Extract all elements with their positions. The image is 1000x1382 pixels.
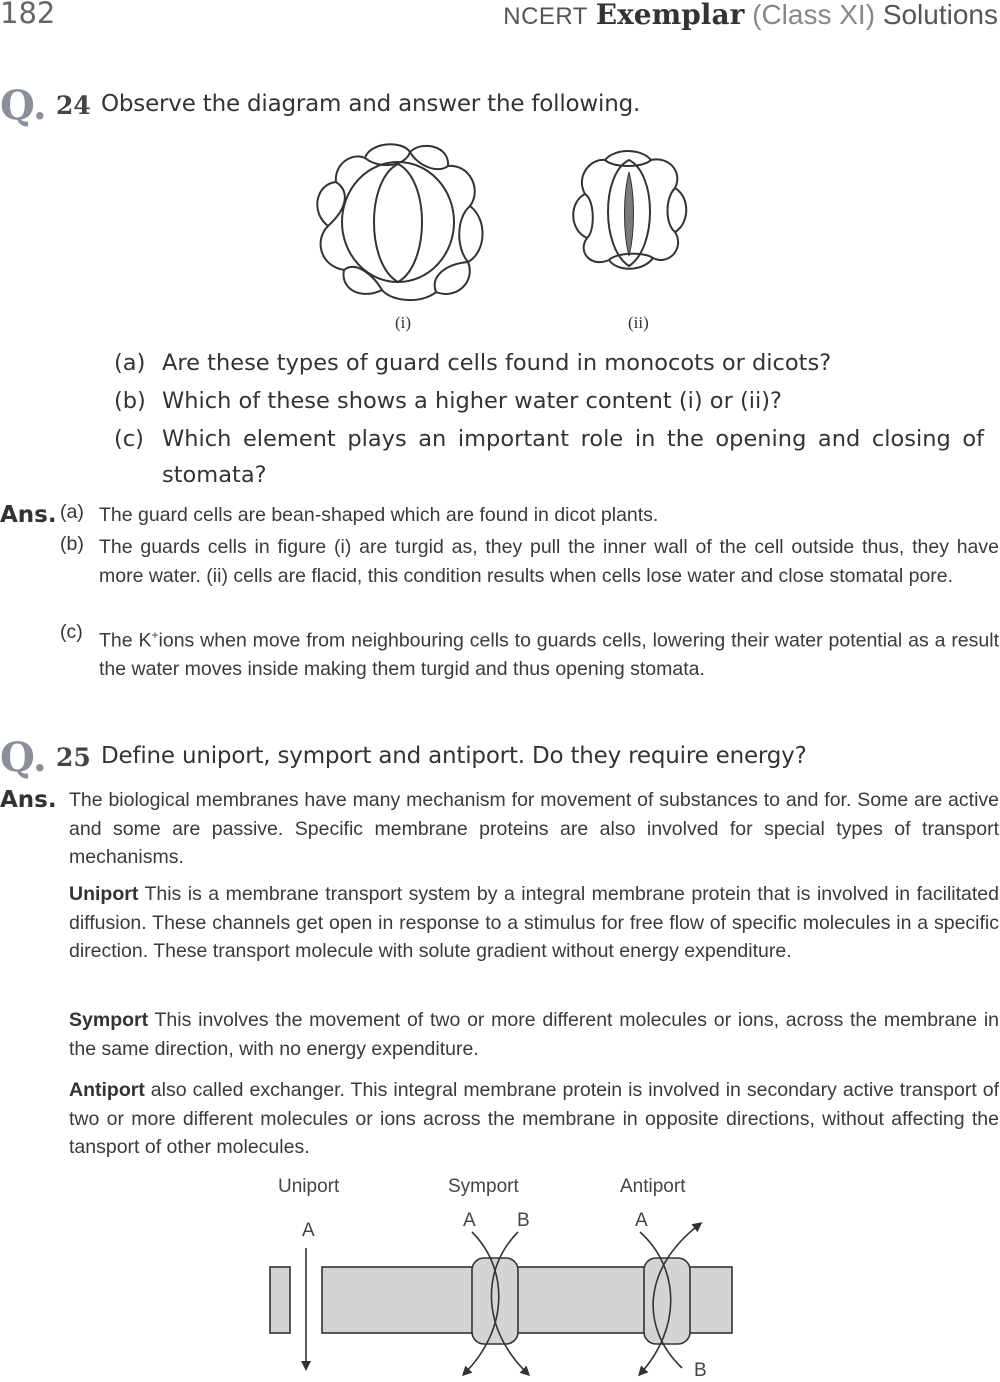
header-class-label: (Class XI) bbox=[752, 0, 876, 30]
transport-diagram bbox=[260, 1218, 740, 1378]
subquestion-a bbox=[114, 344, 984, 382]
answer-a-label: (a) bbox=[60, 501, 84, 523]
membrane-segment-left bbox=[270, 1267, 290, 1333]
subquestion-text: Which of these shows a higher water content (i) or (ii)? bbox=[162, 388, 782, 414]
subquestion-label: (c) bbox=[114, 426, 144, 452]
uniport-molecule-a: A bbox=[302, 1220, 315, 1241]
answer-label: Ans. bbox=[0, 787, 57, 813]
guard-cell-figure-flaccid bbox=[565, 148, 695, 278]
antiport-text: also called exchanger. This integral membrane protein is involved in secondary active transport of two or more different molecules or ions across the membrane in opposite directions, without affecting the tansport of other molecules. bbox=[69, 1079, 999, 1158]
uniport-text: This is a membrane transport system by a integral membrane protein that is involved in facilitated diffusion. These channels get open in response to a stimulus for free flow of specific molecules in a specific direction. These transport molecule with solute gradient without energy expenditure. bbox=[69, 883, 999, 962]
symport-paragraph bbox=[69, 1006, 999, 1063]
header-suffix: Solutions bbox=[882, 0, 998, 30]
answer-b-text: The guards cells in figure (i) are turgid as, they pull the inner wall of the cell outside thus, they have more water. (ii) cells are flacid, this condition results when cells lose water and close stomatal pore. bbox=[99, 536, 999, 587]
answer-label: Ans. bbox=[0, 502, 57, 528]
answer-b-label: (b) bbox=[60, 533, 84, 555]
answer-c-text-before: The K bbox=[99, 629, 152, 652]
diagram-label-uniport: Uniport bbox=[278, 1176, 340, 1197]
symport-text: This involves the movement of two or more different molecules or ions, across the membrane in the same direction, with no energy expenditure. bbox=[69, 1009, 999, 1060]
symport-molecule-a: A bbox=[463, 1210, 476, 1231]
figure-caption-i: (i) bbox=[395, 313, 412, 332]
answer-c-superscript: + bbox=[151, 628, 159, 642]
header-series-prefix: NCERT bbox=[503, 3, 588, 30]
answer-c-text-after: ions when move from neighbouring cells to guards cells, lowering their water potential as a result the water moves inside making them turgid and thus opening stomata. bbox=[99, 629, 999, 680]
uniport-paragraph bbox=[69, 880, 999, 966]
question-number: 25 bbox=[56, 743, 91, 772]
subquestion-c bbox=[114, 420, 984, 493]
question-text: Observe the diagram and answer the following. bbox=[101, 91, 641, 117]
antiport-carrier-protein bbox=[644, 1258, 690, 1344]
subquestion-label: (b) bbox=[114, 388, 146, 414]
running-header bbox=[503, 0, 998, 31]
guard-cell-figure-turgid bbox=[310, 140, 490, 300]
question-marker: Q. bbox=[0, 734, 47, 781]
stomatal-pore bbox=[625, 172, 634, 256]
question-marker: Q. bbox=[0, 82, 47, 129]
answer-c-label: (c) bbox=[60, 621, 83, 643]
subquestion-b bbox=[114, 382, 984, 420]
symport-term: Symport bbox=[69, 1009, 149, 1031]
question-number: 24 bbox=[56, 91, 91, 120]
figure-caption-ii: (ii) bbox=[628, 313, 649, 332]
subquestion-list bbox=[114, 344, 984, 493]
header-series-title: Exemplar bbox=[595, 0, 745, 31]
answer-intro: The biological membranes have many mechanism for movement of substances to and for. Some are active and some are passive. Specific membrane proteins are also involved for special types of transport mechanisms. bbox=[69, 789, 999, 868]
diagram-label-symport: Symport bbox=[448, 1176, 519, 1197]
question-text: Define uniport, symport and antiport. Do they require energy? bbox=[101, 743, 807, 769]
subquestion-text: Are these types of guard cells found in monocots or dicots? bbox=[162, 350, 832, 376]
antiport-paragraph bbox=[69, 1076, 999, 1162]
uniport-term: Uniport bbox=[69, 883, 139, 905]
diagram-label-antiport: Antiport bbox=[620, 1176, 686, 1197]
subquestion-label: (a) bbox=[114, 350, 146, 376]
answer-c-text bbox=[99, 621, 999, 684]
symport-molecule-b: B bbox=[517, 1210, 530, 1231]
subquestion-text: Which element plays an important role in the opening and closing of stomata? bbox=[162, 426, 984, 488]
answer-a-text: The guard cells are bean-shaped which are found in dicot plants. bbox=[99, 504, 659, 526]
antiport-molecule-a: A bbox=[635, 1210, 648, 1231]
page-number: 182 bbox=[0, 0, 56, 30]
antiport-term: Antiport bbox=[69, 1079, 145, 1101]
antiport-molecule-b: B bbox=[694, 1360, 707, 1381]
